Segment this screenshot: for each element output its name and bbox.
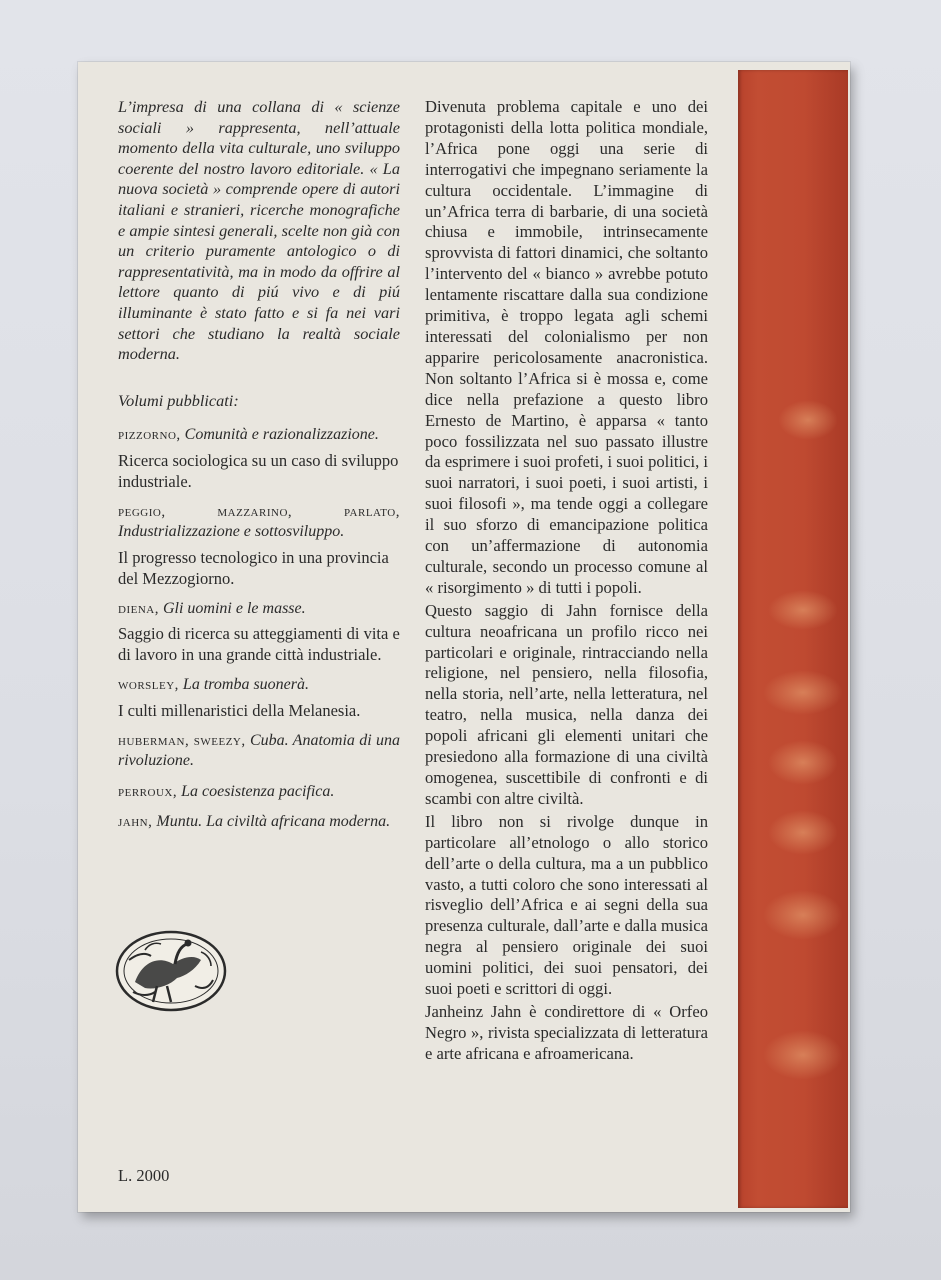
volume-entry bbox=[118, 599, 400, 666]
volume-entry bbox=[118, 502, 400, 589]
price-label: L. 2000 bbox=[118, 1166, 170, 1185]
volume-title: Gli uomini e le masse. bbox=[162, 599, 306, 617]
red-spine-band bbox=[738, 70, 848, 1208]
volume-entry bbox=[118, 425, 400, 492]
volume-author: jahn, bbox=[118, 814, 153, 831]
volume-entry bbox=[118, 731, 400, 772]
spine-wear-mark bbox=[763, 670, 843, 715]
description-paragraph: Il libro non si rivolge dunque in particolare all’etnologo o allo storico dell’arte o della cultura, ma a un pubblico vasto, a tutti coloro che sono interessati al risveglio dell’Africa e ai segni della sua presenza culturale, dall’arte e dalla musica negra al pensiero originale dei suoi uomini politici, dei suoi pensatori, dei suoi poeti e scrittori di oggi. bbox=[425, 811, 708, 999]
spine-wear-mark bbox=[778, 400, 838, 440]
volume-title: La coesistenza pacifica. bbox=[181, 782, 335, 800]
spine-wear-mark bbox=[768, 740, 838, 785]
volume-description: Il progresso tecnologico in una provincia del Mezzogiorno. bbox=[118, 547, 389, 588]
spine-wear-mark bbox=[768, 590, 838, 630]
volume-title: La tromba suonerà. bbox=[182, 676, 310, 694]
right-column bbox=[425, 97, 708, 1067]
spine-wear-mark bbox=[763, 1030, 843, 1080]
publisher-emblem-ostrich-icon bbox=[115, 930, 227, 1012]
volume-title: Cuba. Anatomia di una rivoluzione. bbox=[118, 731, 400, 770]
volume-entry bbox=[118, 782, 400, 803]
volume-author: perroux, bbox=[118, 783, 178, 800]
volume-title: Comunità e razionalizzazione. bbox=[184, 426, 379, 444]
volume-author: diena, bbox=[118, 600, 159, 617]
spine-wear-mark bbox=[763, 890, 843, 940]
description-paragraph: Questo saggio di Jahn fornisce della cultura neoafricana un profilo ricco nei particolari e originale, rintracciando nella religione, nel pensiero, nella filosofia, nella storia, nell’arte, nella letteratura, nel teatro, nella musica, nella danza dei popoli africani gli elementi unitari che presiedono alla formazione di una civiltà omogenea, suscettibile di confronti e di scambi con altre civiltà. bbox=[425, 600, 708, 808]
volume-author: huberman, sweezy, bbox=[118, 732, 246, 749]
spine-wear-mark bbox=[768, 810, 838, 855]
volume-author: peggio, mazzarino, parlato, bbox=[118, 503, 400, 520]
volume-title: Muntu. La civiltà africana moderna. bbox=[156, 813, 391, 831]
description-paragraph: Janheinz Jahn è condirettore di « Orfeo Negro », rivista specializzata di letteratura e arte africana e afroamericana. bbox=[425, 1001, 708, 1063]
volume-title: Industrializzazione e sottosviluppo. bbox=[118, 523, 345, 541]
volume-entry bbox=[118, 675, 400, 721]
volume-entry bbox=[118, 812, 400, 833]
volume-description: Ricerca sociologica su un caso di sviluppo industriale. bbox=[118, 450, 399, 491]
left-column bbox=[118, 97, 400, 843]
description-paragraph: Divenuta problema capitale e uno dei protagonisti della lotta politica mondiale, l’Africa pone oggi una serie di interrogativi che impegnano seriamente la cultura occidentale. L’immagine di un’Africa terra di barbarie, di una società chiusa e immobile, intrinsecamente sprovvista di fattori dinamici, che soltanto l’intervento del « bianco » avrebbe potuto lentamente riscattare dalla sua condizione primitiva, è troppo legata agli schemi interessati del colonialismo per non apparire pericolosamente anacronistica. Non soltanto l’Africa si è mossa e, come dice nella prefazione a questo libro Ernesto de Martino, è apparsa « tanto poco fossilizzata nel suo passato illustre da esprimere i suoi profeti, i suoi politici, i suoi narratori, i suoi poeti, i suoi artisti, i suoi filosofi », ma tende oggi a collegare il suo sforzo di emancipazione politica con un’affermazione di autonomia culturale, secondo un processo comune al « risorgimento » di tutti i popoli. bbox=[425, 97, 708, 597]
volume-author: worsley, bbox=[118, 677, 179, 694]
volume-description: Saggio di ricerca su atteggiamenti di vita e di lavoro in una grande città industriale. bbox=[118, 624, 400, 665]
volume-author: pizzorno, bbox=[118, 427, 181, 444]
volumes-heading: Volumi pubblicati: bbox=[118, 390, 239, 410]
volume-description: I culti millenaristici della Melanesia. bbox=[118, 700, 361, 720]
series-intro-text: L’impresa di una collana di « scienze sociali » rappresenta, nell’attuale momento della vita culturale, uno sviluppo coerente del nostro lavoro editoriale. « La nuova società » comprende opere di autori italiani e stranieri, ricerche monografiche e ampie sintesi generali, scelte non già con un criterio puramente antologico o di rappresentatività, ma in modo da offrire al lettore quanto di piú vivo e di piú illuminante è stato fatto e si fa nei vari settori che studiano la realtà sociale moderna. bbox=[118, 97, 400, 364]
